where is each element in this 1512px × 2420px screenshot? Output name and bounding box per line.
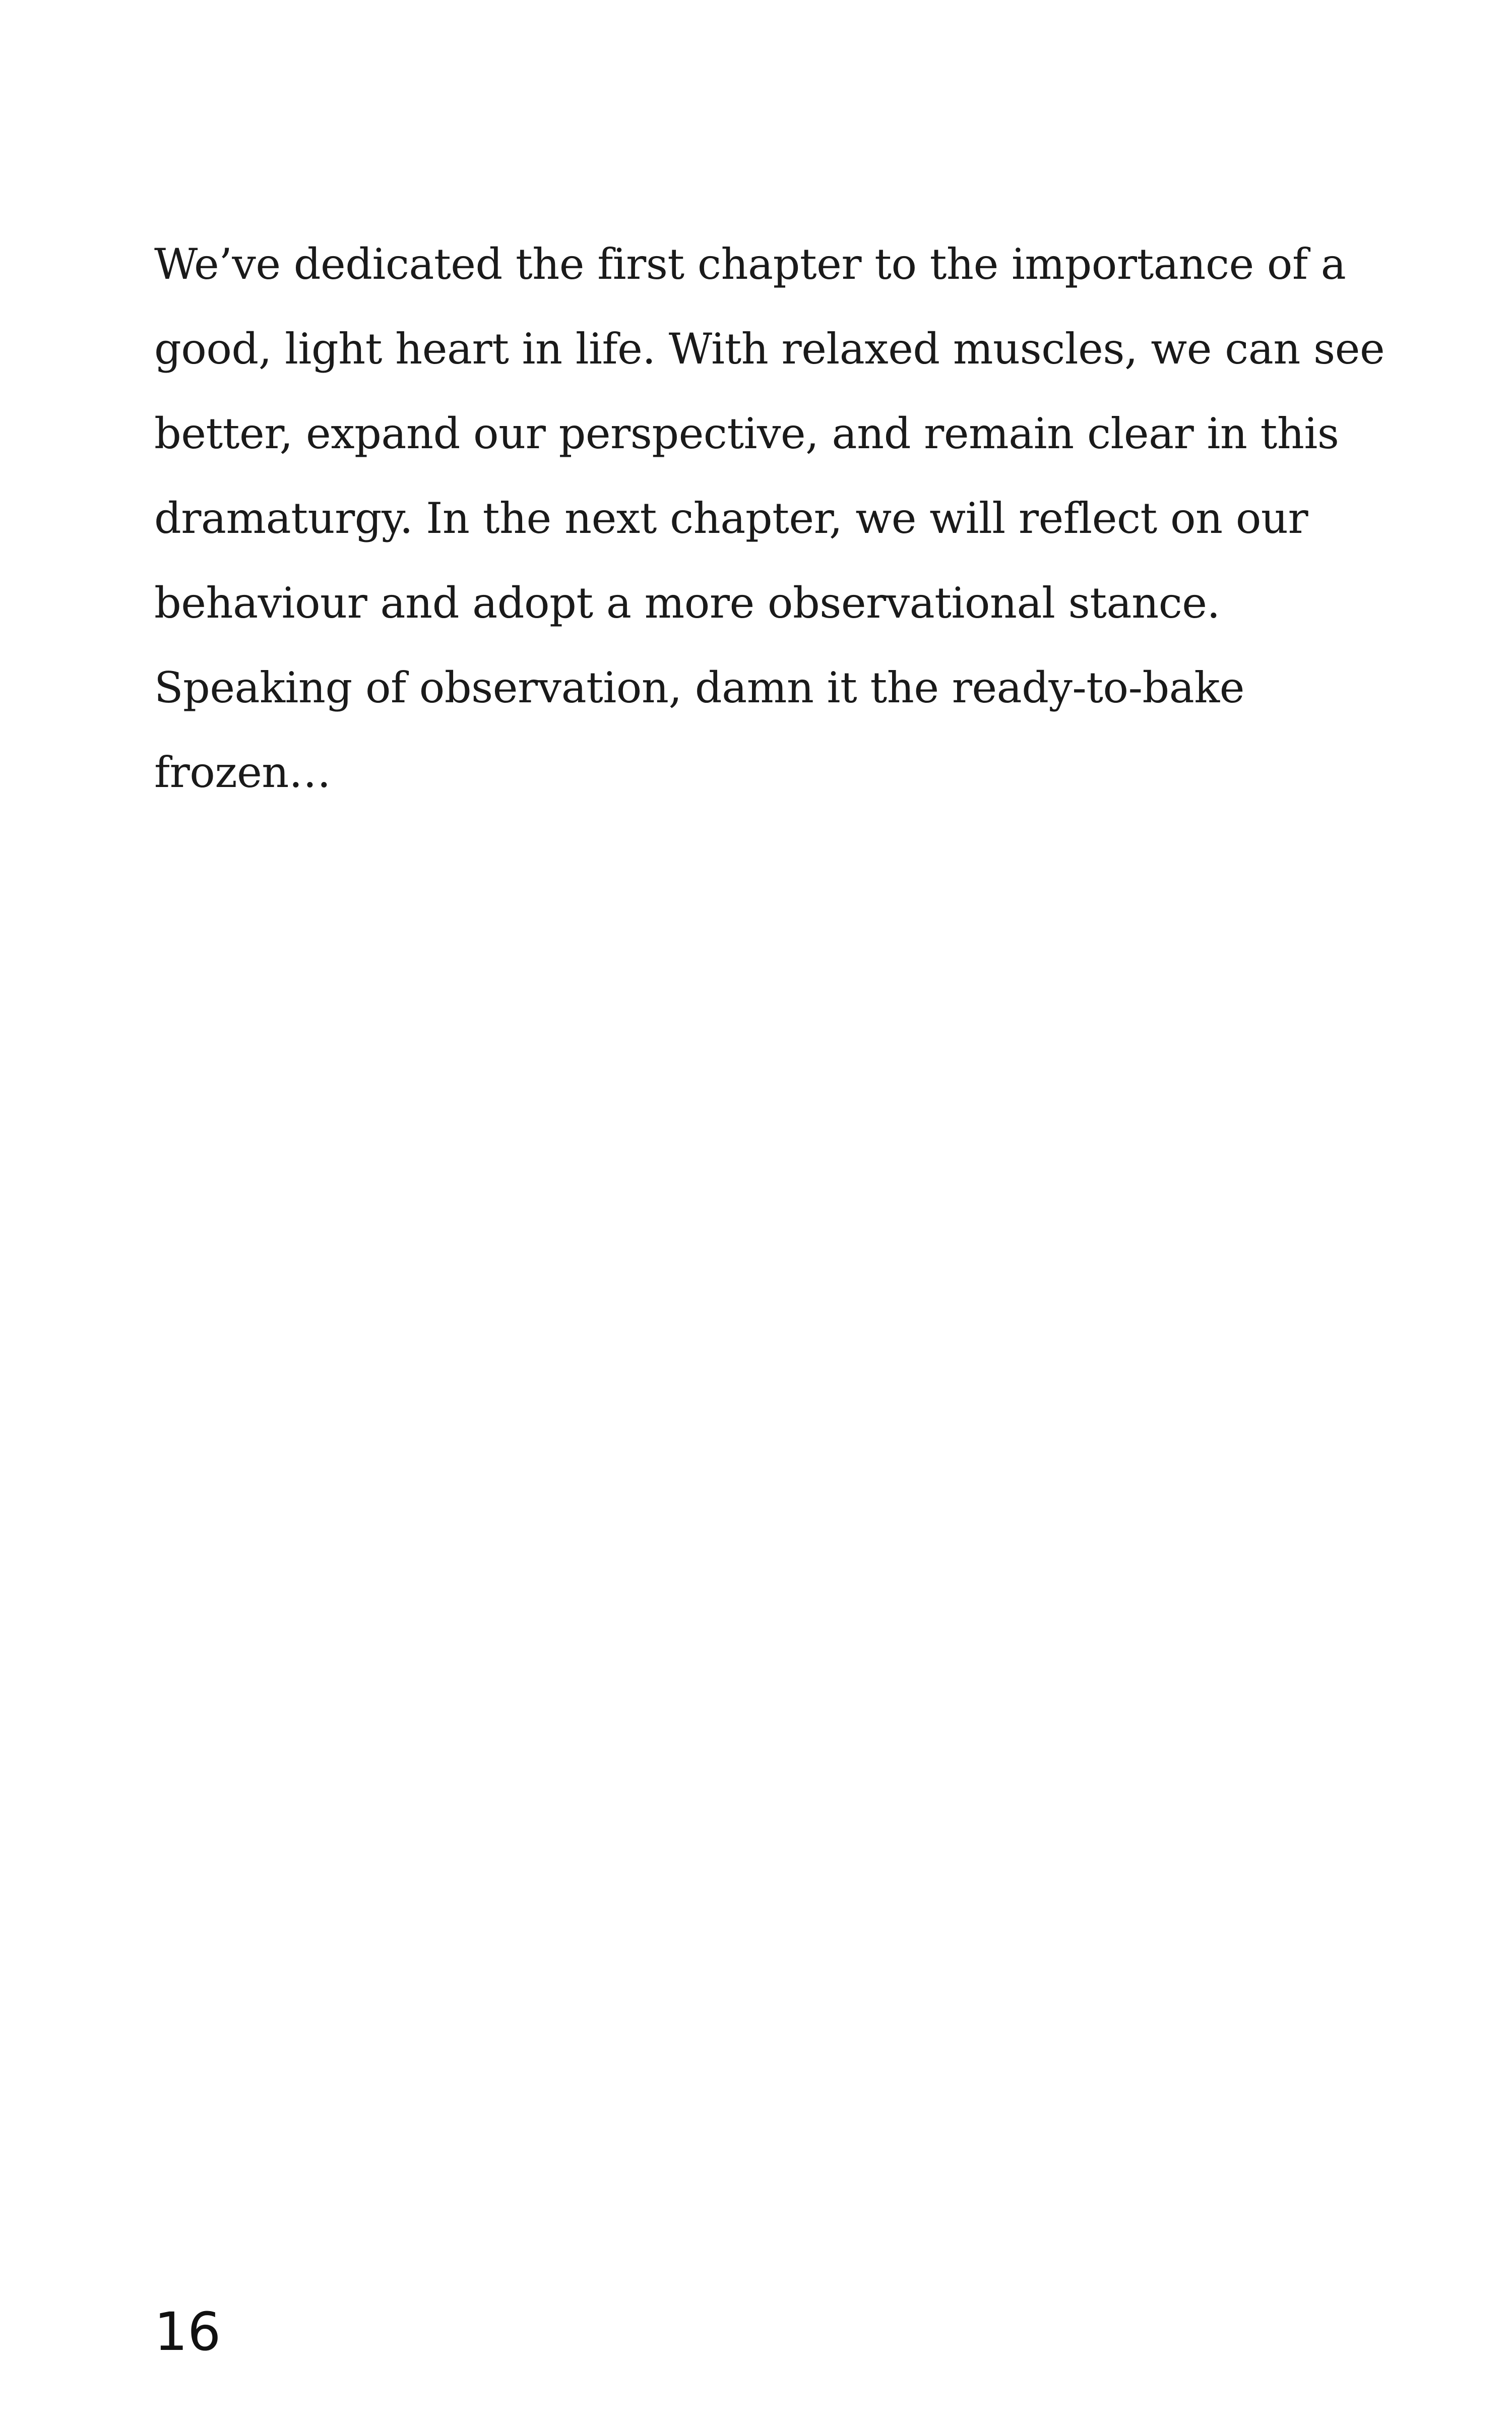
- paragraph-line: dramaturgy. In the next chapter, we will reflect on our: [154, 494, 1308, 543]
- paragraph-line: good, light heart in life. With relaxed muscles, we can see: [154, 324, 1385, 374]
- paragraph-line: We’ve dedicated the first chapter to the importance of a: [154, 239, 1346, 289]
- paragraph-line: behaviour and adopt a more observational stance.: [154, 578, 1220, 628]
- body-paragraph: [154, 222, 1414, 815]
- paragraph-line: better, expand our perspective, and remain clear in this: [154, 409, 1339, 458]
- paragraph-line: frozen…: [154, 748, 331, 797]
- paragraph-line: Speaking of observation, damn it the ready-to-bake: [154, 663, 1244, 712]
- page-number: 16: [154, 2301, 221, 2363]
